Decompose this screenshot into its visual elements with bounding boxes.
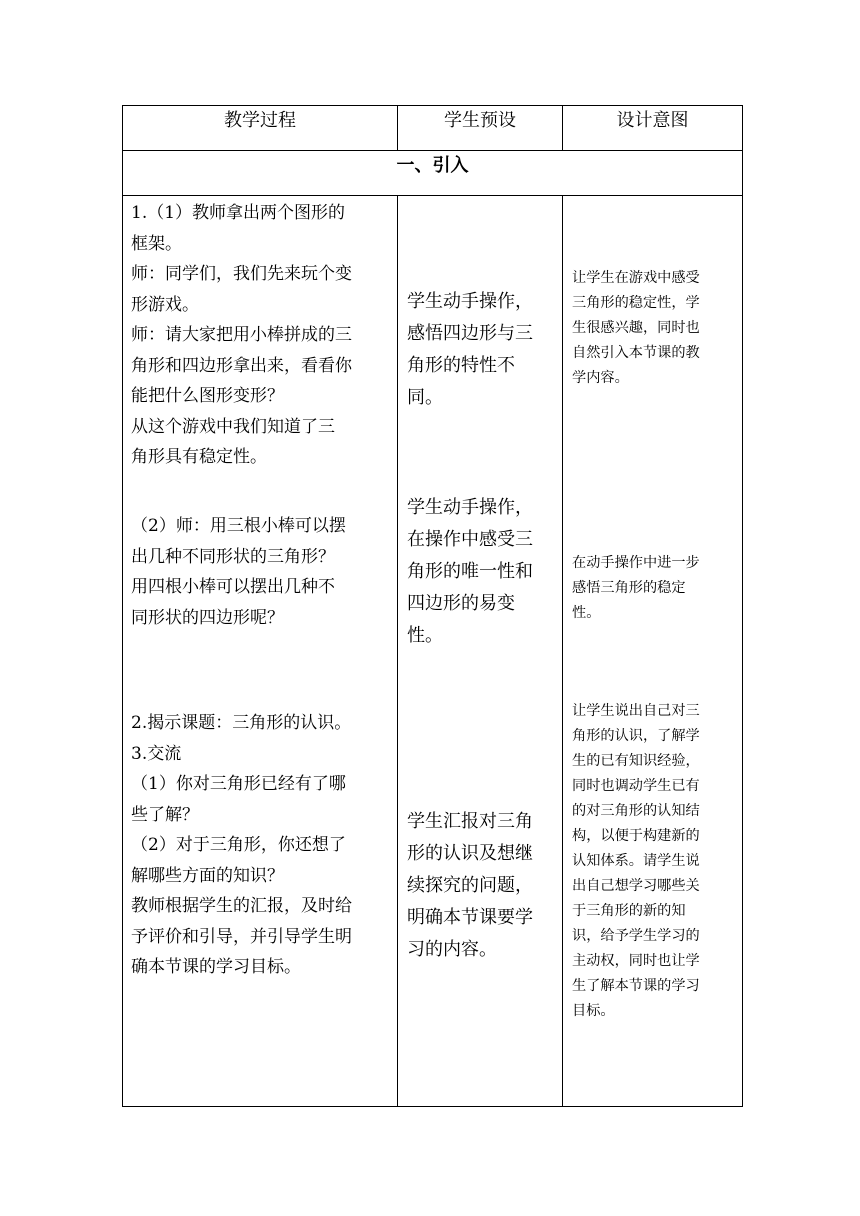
text-line: 学生汇报对三角 bbox=[407, 811, 533, 832]
text-line: 角形的认识，了解学 bbox=[572, 728, 700, 744]
text-line: 3.交流 bbox=[131, 743, 182, 764]
text-line: 学生动手操作， bbox=[407, 497, 533, 518]
student-preset-cell bbox=[398, 196, 563, 1107]
text-line: 识，给予学生学习的 bbox=[572, 928, 700, 944]
text-line: 感悟三角形的稳定 bbox=[572, 580, 686, 596]
text-line: 三角形的稳定性，学 bbox=[572, 295, 700, 311]
text-line: 1.（1）教师拿出两个图形的 bbox=[131, 203, 346, 223]
lesson-plan-table bbox=[122, 105, 743, 1107]
text-line: 角形的特性不 bbox=[407, 355, 515, 376]
text-line: 从这个游戏中我们知道了三 bbox=[131, 416, 335, 437]
text-line: 让学生在游戏中感受 bbox=[572, 270, 700, 286]
text-line: 在操作中感受三 bbox=[407, 529, 533, 550]
text-line: 性。 bbox=[407, 625, 443, 646]
text-line: 学生动手操作， bbox=[407, 291, 533, 312]
student-block-2 bbox=[398, 492, 562, 652]
text-line: 形游戏。 bbox=[131, 294, 199, 315]
design-block-3 bbox=[563, 699, 742, 1024]
design-block-1 bbox=[563, 266, 742, 391]
teaching-process-cell bbox=[123, 196, 398, 1107]
process-block-3 bbox=[123, 708, 397, 983]
section-title: 一、引入 bbox=[123, 151, 743, 196]
text-line: 用四根小棒可以摆出几种不 bbox=[131, 577, 335, 597]
text-line: 同形状的四边形呢？ bbox=[131, 607, 284, 628]
text-line: 四边形的易变 bbox=[407, 593, 515, 614]
text-line: 在动手操作中进一步 bbox=[572, 555, 700, 571]
section-row bbox=[123, 151, 743, 196]
text-line: 予评价和引导，并引导学生明 bbox=[131, 926, 352, 947]
text-line: 生很感兴趣，同时也 bbox=[572, 320, 700, 336]
text-line: 同时也调动学生已有 bbox=[572, 778, 700, 794]
design-block-2 bbox=[563, 551, 742, 626]
header-row bbox=[123, 106, 743, 151]
text-line: 性。 bbox=[572, 605, 601, 621]
text-line: 确本节课的学习目标。 bbox=[131, 957, 301, 977]
text-line: 能把什么图形变形？ bbox=[131, 386, 284, 406]
text-line: 习的内容。 bbox=[407, 939, 497, 960]
text-line: 角形的唯一性和 bbox=[407, 561, 533, 582]
text-line: 续探究的问题， bbox=[407, 875, 533, 896]
process-block-1 bbox=[123, 198, 397, 473]
text-line: 师：同学们，我们先来玩个变 bbox=[131, 264, 352, 284]
text-line: 明确本节课要学 bbox=[407, 907, 533, 928]
text-line: 出几种不同形状的三角形？ bbox=[131, 546, 335, 567]
text-line: 教师根据学生的汇报，及时给 bbox=[131, 896, 352, 916]
student-block-3 bbox=[398, 806, 562, 966]
text-line: 感悟四边形与三 bbox=[407, 323, 533, 344]
header-design-intent: 设计意图 bbox=[563, 106, 743, 151]
design-intent-cell bbox=[563, 196, 743, 1107]
text-line: （2）师：用三根小棒可以摆 bbox=[131, 516, 346, 536]
text-line: 让学生说出自己对三 bbox=[572, 703, 700, 719]
text-line: 认知体系。请学生说 bbox=[572, 853, 700, 869]
text-line: （1）你对三角形已经有了哪 bbox=[131, 774, 346, 794]
text-line: 框架。 bbox=[131, 233, 182, 254]
text-line: 2.揭示课题：三角形的认识。 bbox=[131, 713, 352, 733]
text-line: 于三角形的新的知 bbox=[572, 903, 686, 919]
text-line: 角形具有稳定性。 bbox=[131, 447, 267, 467]
text-line: 师：请大家把用小棒拼成的三 bbox=[131, 325, 352, 345]
header-teaching-process: 教学过程 bbox=[123, 106, 398, 151]
text-line: 出自己想学习哪些关 bbox=[572, 878, 700, 894]
text-line: 生了解本节课的学习 bbox=[572, 978, 700, 994]
text-line: 的对三角形的认知结 bbox=[572, 803, 700, 819]
text-line: 主动权，同时也让学 bbox=[572, 953, 700, 969]
text-line: 角形和四边形拿出来，看看你 bbox=[131, 355, 352, 376]
text-line: 些了解？ bbox=[131, 804, 199, 825]
text-line: 学内容。 bbox=[572, 370, 629, 386]
text-line: 目标。 bbox=[572, 1003, 615, 1019]
text-line: （2）对于三角形，你还想了 bbox=[131, 835, 346, 855]
text-line: 构，以便于构建新的 bbox=[572, 828, 700, 844]
process-block-2 bbox=[123, 511, 397, 633]
text-line: 同。 bbox=[407, 387, 443, 408]
text-line: 解哪些方面的知识？ bbox=[131, 865, 284, 886]
header-student-preset: 学生预设 bbox=[398, 106, 563, 151]
content-row bbox=[123, 196, 743, 1107]
text-line: 自然引入本节课的教 bbox=[572, 345, 700, 361]
text-line: 生的已有知识经验， bbox=[572, 753, 700, 769]
student-block-1 bbox=[398, 286, 562, 414]
text-line: 形的认识及想继 bbox=[407, 843, 533, 864]
